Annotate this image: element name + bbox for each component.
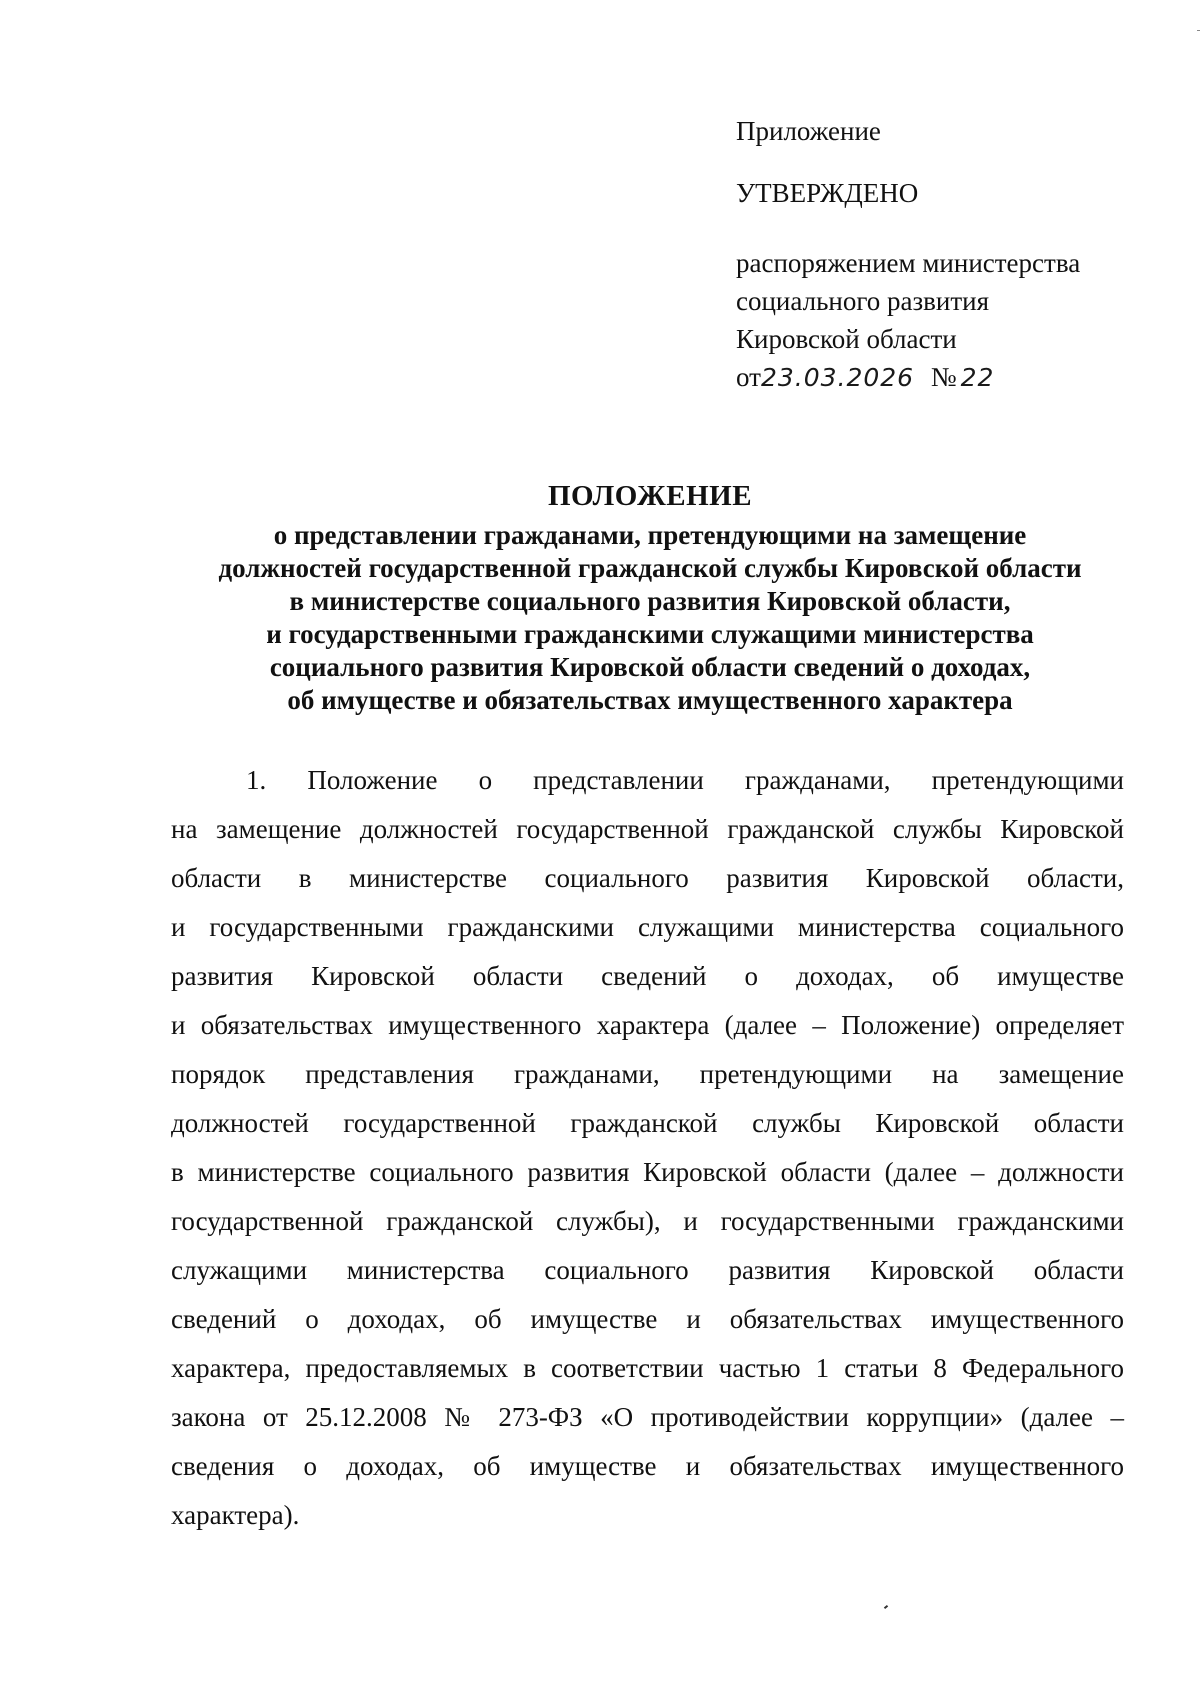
approval-date-line (736, 358, 1136, 397)
body-line: на замещение должностей государственной гражданской службы Кировской (171, 814, 1124, 844)
title-line: об имуществе и обязательствах имущественного характера (287, 685, 1013, 715)
body-line: порядок представления гражданами, претендующими на замещение (171, 1059, 1124, 1089)
date-prefix: от (736, 362, 761, 392)
approved-label: УТВЕРЖДЕНО (736, 178, 919, 208)
title-line: и государственными гражданскими служащими министерства (266, 619, 1034, 649)
body-line: развития Кировской области сведений о доходах, об имуществе (171, 961, 1124, 991)
approved-by-line-3: Кировской области (736, 324, 957, 354)
body-line: сведений о доходах, об имуществе и обязательствах имущественного (171, 1304, 1124, 1334)
approved-by-line-2: социального развития (736, 286, 990, 316)
body-line: 1. Положение о представлении гражданами, претендующими (246, 765, 1124, 795)
body-line: и обязательствах имущественного характера (далее – Положение) определяет (171, 1010, 1124, 1040)
appendix-label: Приложение (736, 116, 881, 146)
body-line: государственной гражданской службы), и государственными гражданскими (171, 1206, 1124, 1236)
body-line: закона от 25.12.2008 № 273-ФЗ «О противодействии коррупции» (далее – (171, 1402, 1124, 1432)
approved-by-line-1: распоряжением министерства (736, 248, 1081, 278)
handwritten-number: 22 (960, 363, 995, 392)
body-line: сведения о доходах, об имуществе и обязательствах имущественного (171, 1451, 1124, 1481)
body-line: характера). (171, 1500, 300, 1530)
handwritten-date: 23.03.2026 (760, 363, 915, 392)
body-line: и государственными гражданскими служащими министерства социального (171, 912, 1124, 942)
document-title (180, 480, 1120, 717)
title-line: в министерстве социального развития Кировской области, (289, 586, 1011, 616)
approval-stamp (736, 112, 1136, 397)
title-line: должностей государственной гражданской службы Кировской области (218, 553, 1082, 583)
body-line: служащими министерства социального развития Кировской области (171, 1255, 1124, 1285)
body-line: области в министерстве социального развития Кировской области, (171, 863, 1124, 893)
body-line: характера, предоставляемых в соответствии частью 1 статьи 8 Федерального (171, 1353, 1124, 1383)
body-line: в министерстве социального развития Кировской области (далее – должности (171, 1157, 1124, 1187)
title-line: о представлении гражданами, претендующими на замещение (273, 520, 1027, 550)
paragraph-1 (171, 756, 1124, 1540)
title-main: ПОЛОЖЕНИЕ (547, 480, 753, 512)
number-sign: № (930, 362, 957, 392)
body-line: должностей государственной гражданской службы Кировской области (171, 1108, 1124, 1138)
scan-speck (884, 1605, 888, 1609)
title-line: социального развития Кировской области сведений о доходах, (269, 652, 1031, 682)
